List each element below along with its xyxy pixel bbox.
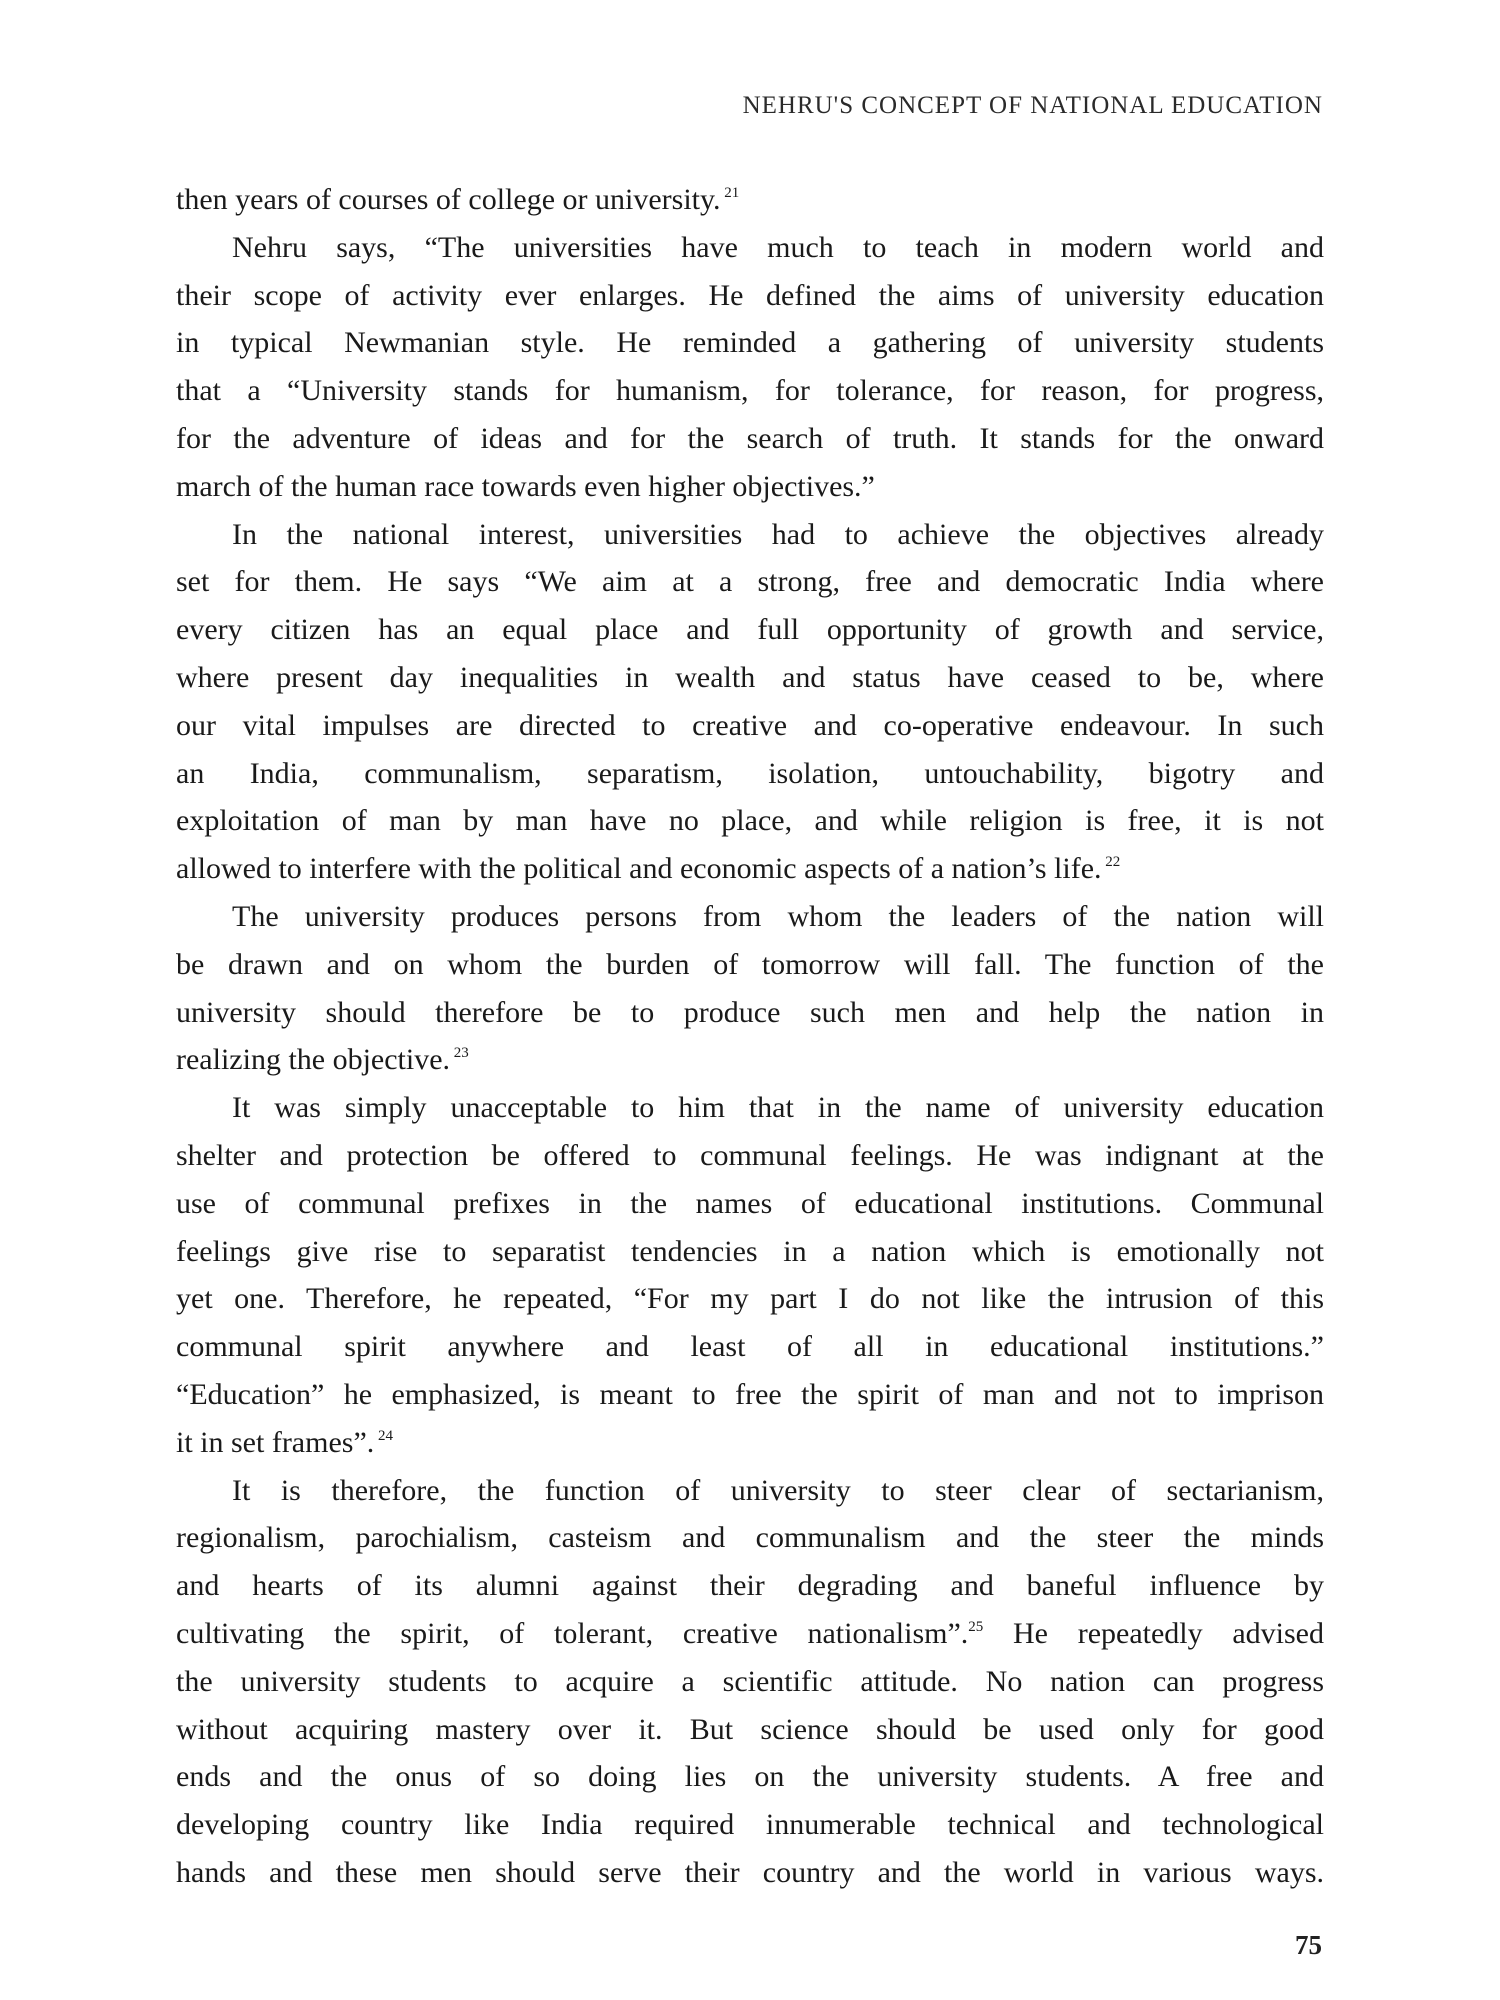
text-line	[176, 1706, 1324, 1754]
line-text: use of communal prefixes in the names of educational institutions. Communal	[176, 1186, 1324, 1220]
text-line	[176, 558, 1324, 606]
line-text: Nehru says, “The universities have much to teach in modern world and	[232, 230, 1324, 264]
line-text: developing country like India required innumerable technical and technological	[176, 1808, 1324, 1842]
text-line	[176, 1228, 1324, 1276]
text-line	[176, 176, 1324, 224]
text-line	[176, 1562, 1324, 1610]
text-line	[176, 702, 1324, 750]
line-text: the university students to acquire a scientific attitude. No nation can progress	[176, 1664, 1324, 1698]
line-text: yet one. Therefore, he repeated, “For my part I do not like the intrusion of this	[176, 1282, 1324, 1316]
line-text: communal spirit anywhere and least of all in educational institutions.”	[176, 1330, 1324, 1364]
text-line	[176, 1610, 1324, 1658]
text-line	[176, 654, 1324, 702]
line-text: and hearts of its alumni against their degrading and baneful influence by	[176, 1569, 1324, 1603]
paragraph	[176, 176, 1324, 224]
text-line	[176, 606, 1324, 654]
text-line	[176, 1801, 1324, 1849]
text-line	[176, 1753, 1324, 1801]
text-line	[176, 989, 1324, 1037]
line-text: It is therefore, the function of university to steer clear of sectarianism,	[232, 1473, 1324, 1507]
body-text	[176, 176, 1324, 1897]
line-text: exploitation of man by man have no place, and while religion is free, it is not	[176, 804, 1324, 838]
line-text: “Education” he emphasized, is meant to free the spirit of man and not to imprison	[176, 1377, 1324, 1411]
line-text: it in set frames”.	[176, 1425, 375, 1459]
line-text: The university produces persons from whom the leaders of the nation will	[232, 899, 1324, 933]
paragraph	[176, 893, 1324, 1084]
text-line	[176, 319, 1324, 367]
text-line	[176, 1419, 1324, 1467]
footnote-ref: 21	[720, 185, 740, 201]
text-line	[176, 367, 1324, 415]
line-text: ends and the onus of so doing lies on the university students. A free and	[176, 1760, 1324, 1794]
paragraph	[176, 1084, 1324, 1466]
line-text: be drawn and on whom the burden of tomorrow will fall. The function of the	[176, 947, 1324, 981]
text-line	[176, 1323, 1324, 1371]
line-text: university should therefore be to produce such men and help the nation in	[176, 995, 1324, 1029]
line-text: feelings give rise to separatist tendencies in a nation which is emotionally not	[176, 1234, 1324, 1268]
line-text: where present day inequalities in wealth and status have ceased to be, where	[176, 660, 1324, 694]
line-text: regionalism, parochialism, casteism and communalism and the steer the minds	[176, 1521, 1324, 1555]
text-line	[176, 1514, 1324, 1562]
text-line	[176, 1849, 1324, 1897]
line-text: an India, communalism, separatism, isolation, untouchability, bigotry and	[176, 756, 1324, 790]
line-text: our vital impulses are directed to creative and co-operative endeavour. In such	[176, 708, 1324, 742]
line-text: in typical Newmanian style. He reminded a gathering of university students	[176, 326, 1324, 360]
line-text: realizing the objective.	[176, 1043, 451, 1077]
text-line	[176, 1467, 1324, 1515]
text-line	[176, 1084, 1324, 1132]
text-line	[176, 1275, 1324, 1323]
line-text: allowed to interfere with the political and economic aspects of a nation’s life.	[176, 852, 1102, 886]
text-line	[176, 224, 1324, 272]
paragraph	[176, 511, 1324, 893]
line-text: march of the human race towards even higher objectives.”	[176, 469, 875, 503]
footnote-ref: 25	[968, 1618, 984, 1635]
line-text: that a “University stands for humanism, for tolerance, for reason, for progress,	[176, 374, 1324, 408]
text-line	[176, 1132, 1324, 1180]
line-text: their scope of activity ever enlarges. He defined the aims of university education	[176, 278, 1324, 312]
text-line	[176, 845, 1324, 893]
page-number: 75	[1295, 1930, 1322, 1960]
line-text: then years of courses of college or university.	[176, 183, 721, 216]
line-text: hands and these men should serve their country and the world in various ways.	[176, 1855, 1324, 1889]
text-line	[176, 511, 1324, 559]
paragraph	[176, 224, 1324, 511]
line-text: for the adventure of ideas and for the search of truth. It stands for the onward	[176, 421, 1324, 455]
footnote-ref: 22	[1101, 854, 1121, 871]
line-text: It was simply unacceptable to him that in the name of university education	[232, 1091, 1324, 1125]
text-line	[176, 1180, 1324, 1228]
text-line	[176, 1658, 1324, 1706]
running-head: NEHRU'S CONCEPT OF NATIONAL EDUCATION	[742, 92, 1323, 119]
text-line	[176, 797, 1324, 845]
line-text: every citizen has an equal place and full opportunity of growth and service,	[176, 613, 1324, 647]
text-line	[176, 1371, 1324, 1419]
paragraph	[176, 1467, 1324, 1897]
text-line	[176, 750, 1324, 798]
text-line	[176, 272, 1324, 320]
text-line	[176, 415, 1324, 463]
footnote-ref: 23	[450, 1045, 469, 1062]
line-text: shelter and protection be offered to communal feelings. He was indignant at the	[176, 1138, 1324, 1172]
line-text: cultivating the spirit, of tolerant, creative nationalism”.	[176, 1616, 969, 1650]
text-line	[176, 463, 1324, 511]
text-line	[176, 893, 1324, 941]
line-text: In the national interest, universities had to achieve the objectives already	[232, 517, 1324, 551]
text-line	[176, 1036, 1324, 1084]
line-text-tail: He repeatedly advised	[983, 1616, 1325, 1650]
footnote-ref: 24	[374, 1427, 394, 1444]
line-text: without acquiring mastery over it. But science should be used only for good	[176, 1712, 1324, 1746]
line-text: set for them. He says “We aim at a strong, free and democratic India where	[176, 565, 1324, 599]
text-line	[176, 941, 1324, 989]
